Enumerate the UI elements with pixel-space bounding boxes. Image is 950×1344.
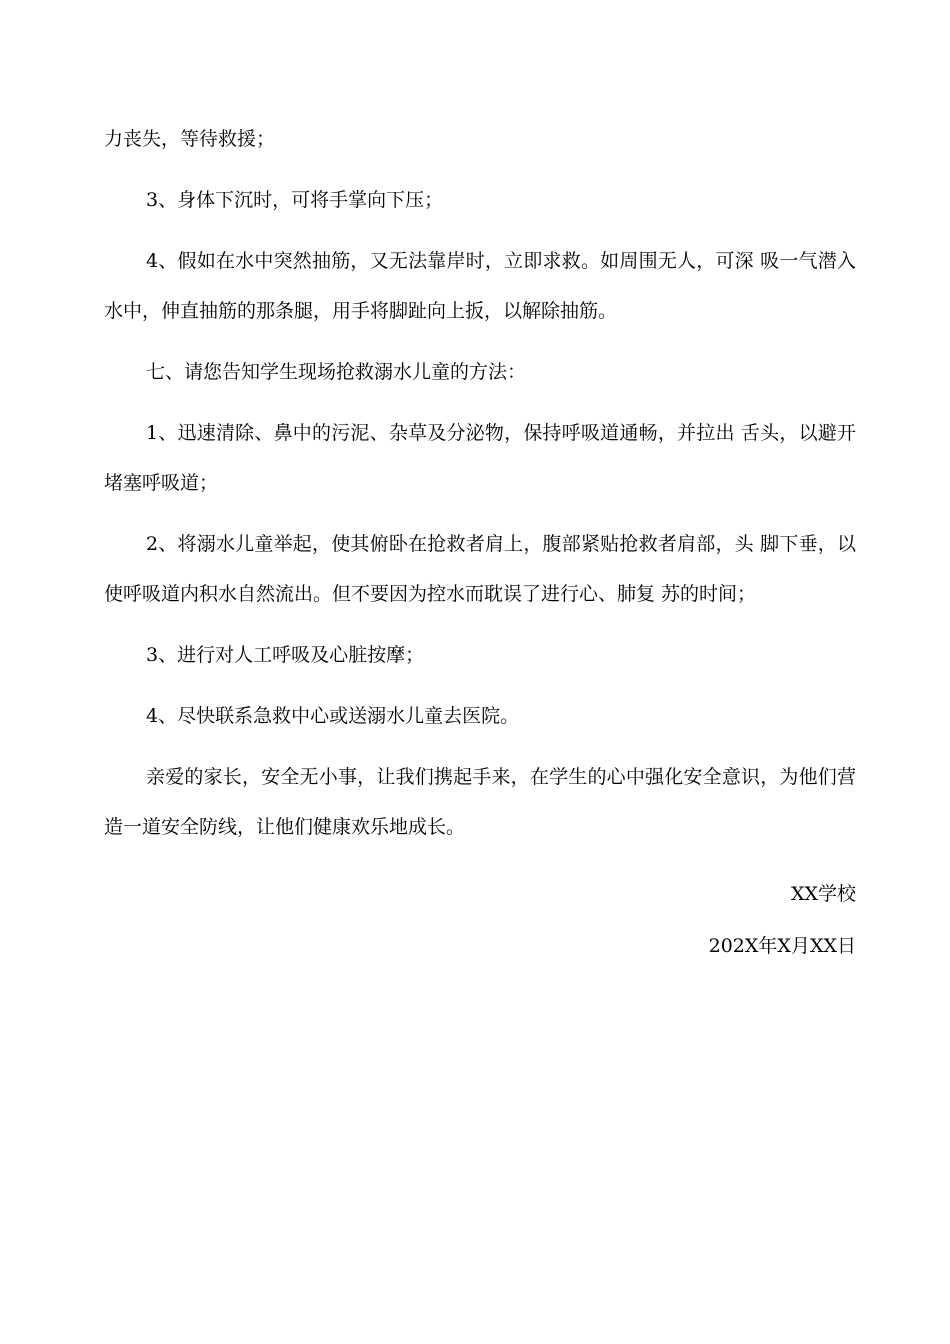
signature-school: XX学校 [790,883,856,905]
paragraph-rescue-step-4: 4、尽快联系急救中心或送溺水儿童去医院。 [146,705,520,727]
paragraph-closing: 亲爱的家长，安全无小事，让我们携起手来，在学生的心中强化安全意识，为他们营造一道安全防线，让他们健康欢乐地成长。 [104,766,856,838]
paragraph-rescue-step-1: 1、迅速清除、鼻中的污泥、杂草及分泌物，保持呼吸道通畅，并拉出 舌头，以避开堵塞呼吸道； [104,422,856,494]
paragraph-step-4-cramp: 4、假如在水中突然抽筋，又无法靠岸时，立即求救。如周围无人，可深 吸一气潜入水中，伸直抽筋的那条腿，用手将脚趾向上扳，以解除抽筋。 [104,250,856,322]
paragraph-continuation: 力丧失，等待救援； [104,128,276,150]
paragraph-rescue-step-3: 3、进行对人工呼吸及心脏按摩； [146,644,425,666]
section-heading-rescue-methods: 七、请您告知学生现场抢救溺水儿童的方法： [146,361,527,383]
document-body [104,114,856,863]
paragraph-rescue-step-2: 2、将溺水儿童举起，使其俯卧在抢救者肩上，腹部紧贴抢救者肩部，头 脚下垂，以使呼吸道内积水自然流出。但不要因为控水而耽误了进行心、肺复 苏的时间； [104,533,856,605]
paragraph-step-3-sinking: 3、身体下沉时，可将手掌向下压； [146,189,444,211]
signature-block [709,868,856,972]
signature-date: 202X年X月XX日 [708,935,856,957]
